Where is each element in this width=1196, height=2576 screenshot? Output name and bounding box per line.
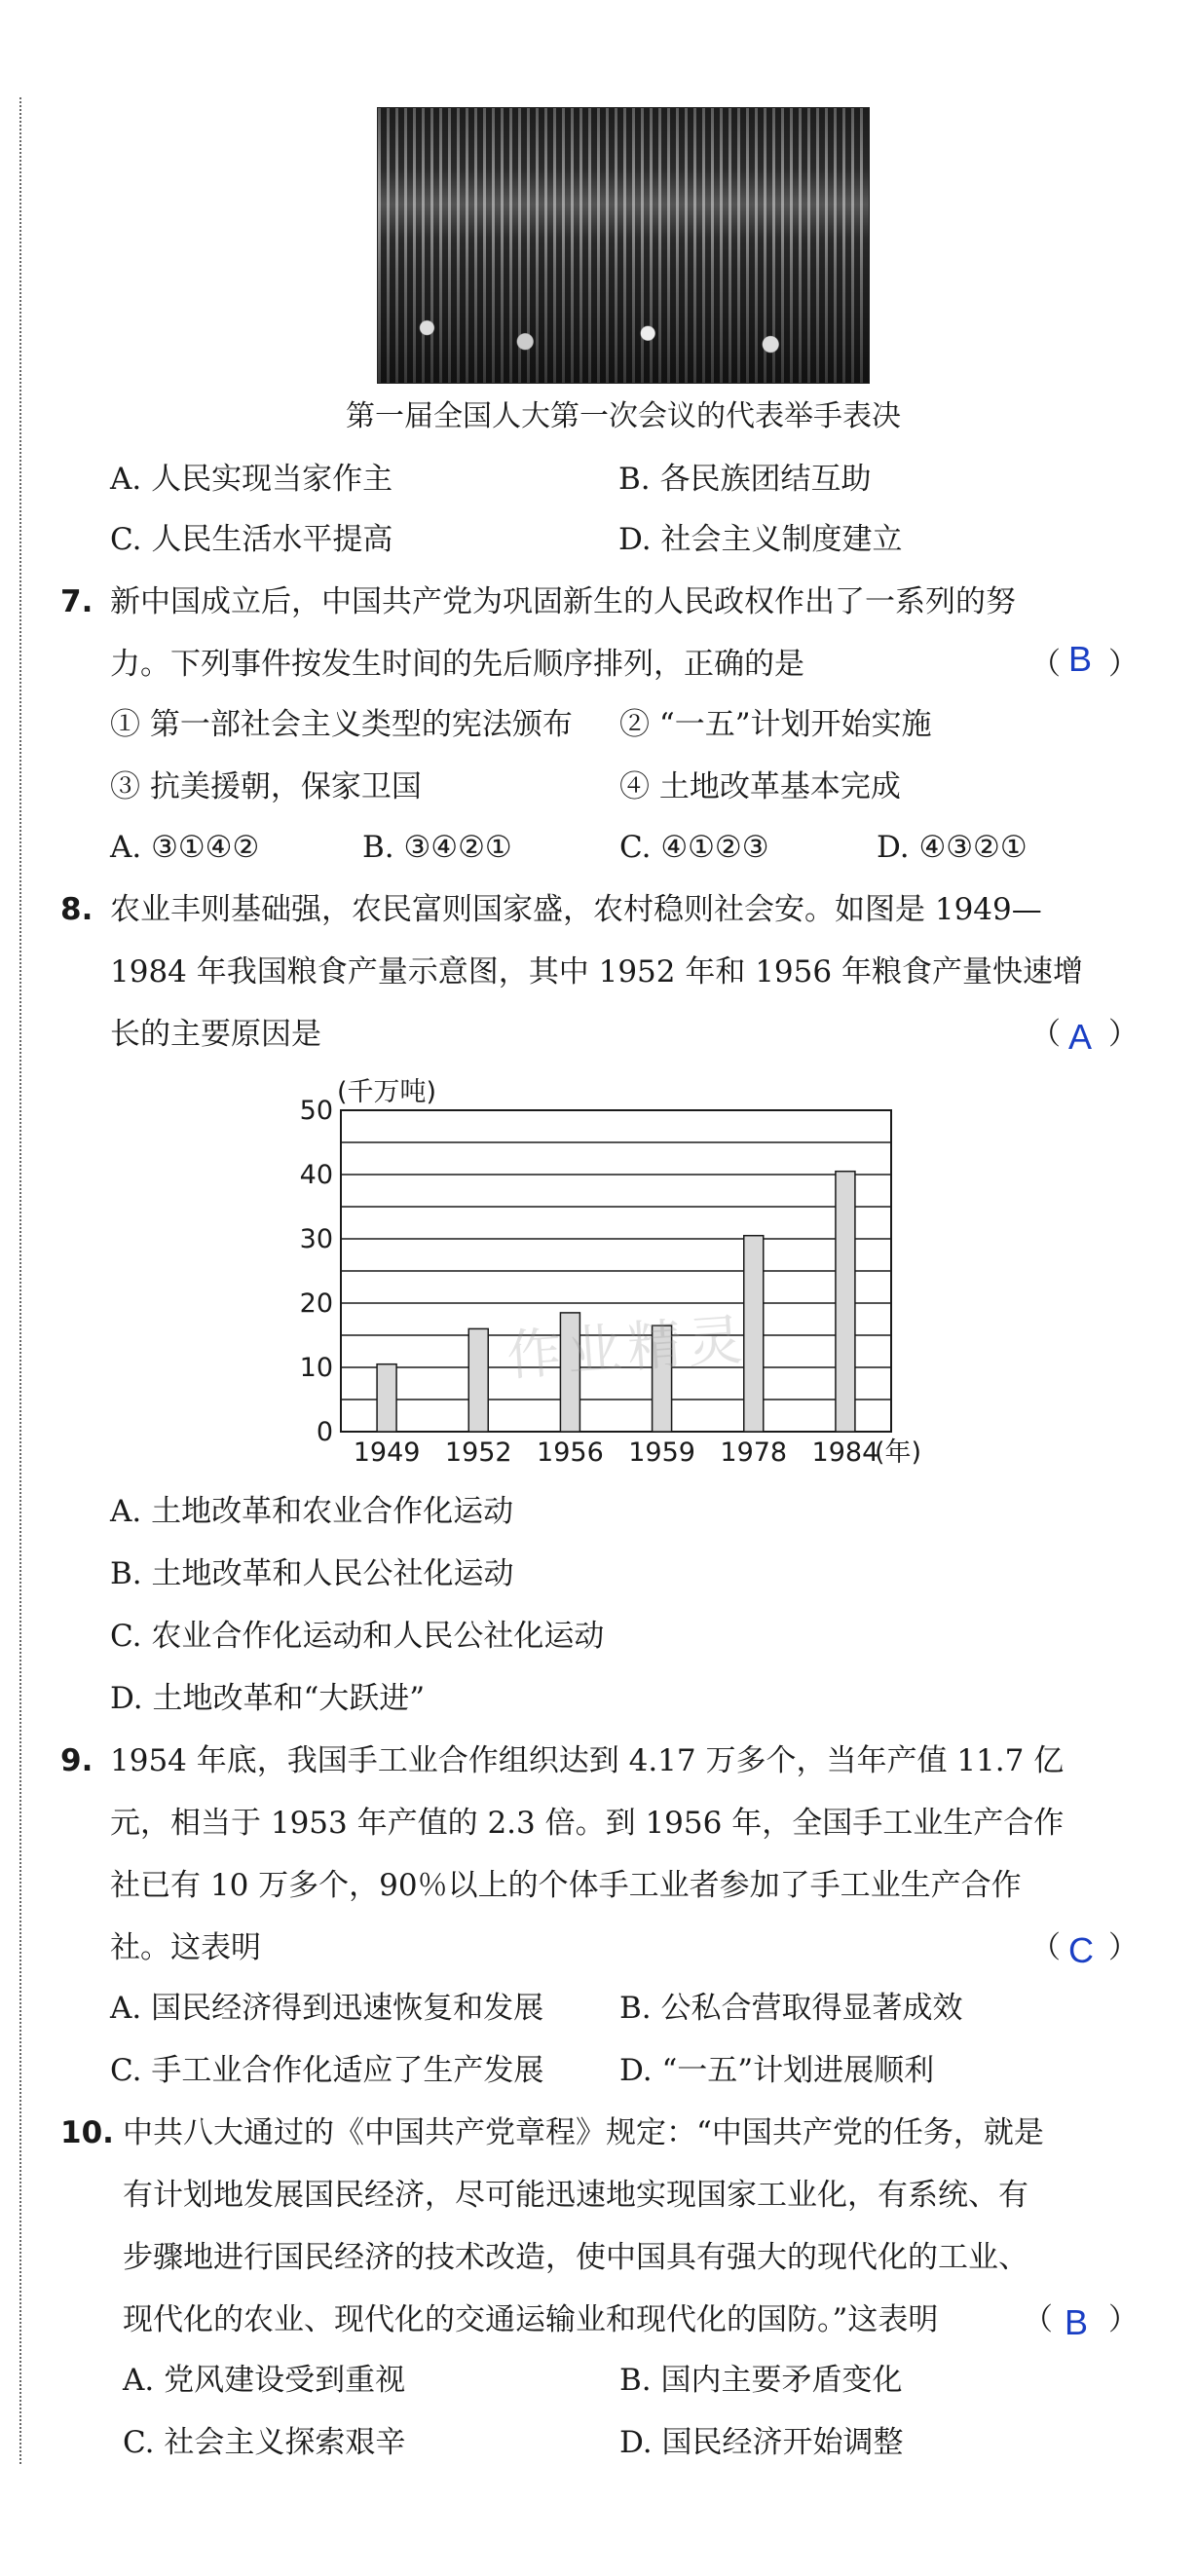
- q7-option-a: A. ③①④②: [110, 830, 260, 865]
- q10-stem-line4: 现代化的农业、现代化的交通运输业和现代化的国防。”这表明: [123, 2302, 939, 2337]
- y-tick-label: 40: [299, 1160, 333, 1190]
- margin-dotted-line: [19, 97, 21, 2464]
- q8-paren-open: （: [1030, 1017, 1061, 1052]
- q10-stem-line3: 步骤地进行国民经济的技术改造，使中国具有强大的现代化的工业、: [123, 2240, 1028, 2275]
- q10-number: 10.: [60, 2115, 114, 2150]
- x-axis-label: (年): [875, 1437, 922, 1468]
- q9-answer: C: [1068, 1930, 1094, 1970]
- q10-option-a: A. 党风建设受到重视: [123, 2363, 406, 2398]
- photo-caption: 第一届全国人大第一次会议的代表举手表决: [346, 399, 901, 433]
- x-tick-label: 1949: [353, 1437, 421, 1468]
- q10-option-c: C. 社会主义探索艰辛: [123, 2425, 406, 2460]
- q7-answer: B: [1068, 639, 1093, 679]
- grain-output-chart: [292, 1071, 922, 1480]
- q8-answer: A: [1068, 1017, 1093, 1057]
- q10-option-b: B. 国内主要矛盾变化: [619, 2363, 903, 2398]
- q10-option-d: D. 国民经济开始调整: [619, 2425, 904, 2460]
- q8-option-d: D. 土地改革和“大跃进”: [110, 1681, 426, 1716]
- q8-stem-line3: 长的主要原因是: [110, 1017, 321, 1052]
- chart-bars: [377, 1172, 855, 1432]
- q8-stem-line2: 1984 年我国粮食产量示意图，其中 1952 年和 1956 年粮食产量快速增: [110, 954, 1083, 989]
- q7-item-1: ① 第一部社会主义类型的宪法颁布: [110, 707, 573, 742]
- q7-item-2: ② “一五”计划开始实施: [619, 707, 932, 742]
- congress-vote-photo: [377, 107, 870, 384]
- q8-option-c: C. 农业合作化运动和人民公社化运动: [110, 1619, 605, 1654]
- q7-paren-close: ）: [1108, 647, 1139, 682]
- q7-option-c: C. ④①②③: [619, 830, 769, 865]
- q7-stem-line1: 新中国成立后，中国共产党为巩固新生的人民政权作出了一系列的努: [110, 584, 1016, 619]
- q8-option-a: A. 土地改革和农业合作化运动: [110, 1494, 514, 1529]
- q9-option-d: D. “一五”计划进展顺利: [619, 2053, 935, 2088]
- bar-1952: [468, 1328, 488, 1432]
- q7-stem-line2: 力。下列事件按发生时间的先后顺序排列，正确的是: [110, 647, 804, 682]
- y-tick-label: 50: [299, 1096, 333, 1126]
- x-tick-label: 1978: [720, 1437, 788, 1468]
- q7-item-3: ③ 抗美援朝，保家卫国: [110, 769, 422, 804]
- q6-option-d: D. 社会主义制度建立: [618, 522, 903, 557]
- q10-paren-open: （: [1023, 2302, 1053, 2337]
- q7-paren-open: （: [1030, 647, 1061, 682]
- q10-paren-close: ）: [1108, 2302, 1139, 2337]
- q6-option-b: B. 各民族团结互助: [618, 462, 872, 497]
- q9-paren-close: ）: [1108, 1930, 1139, 1965]
- q9-paren-open: （: [1030, 1930, 1061, 1965]
- q7-number: 7.: [60, 584, 93, 619]
- q10-stem-line1: 中共八大通过的《中国共产党章程》规定：“中国共产党的任务，就是: [123, 2115, 1044, 2150]
- q8-paren-close: ）: [1108, 1017, 1139, 1052]
- q8-option-b: B. 土地改革和人民公社化运动: [110, 1556, 514, 1591]
- y-tick-label: 0: [316, 1417, 333, 1447]
- watermark-text: 作业精灵: [505, 1308, 751, 1389]
- q9-option-b: B. 公私合营取得显著成效: [619, 1991, 963, 2026]
- q8-number: 8.: [60, 892, 93, 927]
- q10-stem-line2: 有计划地发展国民经济，尽可能迅速地实现国家工业化，有系统、有: [123, 2178, 1028, 2213]
- y-axis-label: (千万吨): [337, 1077, 437, 1107]
- q7-item-4: ④ 土地改革基本完成: [619, 769, 901, 804]
- q7-option-b: B. ③④②①: [362, 830, 512, 865]
- q6-option-c: C. 人民生活水平提高: [110, 522, 393, 557]
- x-tick-label: 1956: [537, 1437, 604, 1468]
- q9-stem-line1: 1954 年底，我国手工业合作组织达到 4.17 万多个，当年产值 11.7 亿: [110, 1743, 1065, 1778]
- q9-stem-line3: 社已有 10 万多个，90％以上的个体手工业者参加了手工业生产合作: [110, 1868, 1022, 1903]
- y-tick-label: 20: [299, 1288, 333, 1319]
- y-tick-label: 10: [299, 1353, 333, 1383]
- q9-number: 9.: [60, 1743, 93, 1778]
- bar-1949: [377, 1364, 396, 1432]
- q7-option-d: D. ④③②①: [877, 830, 1028, 865]
- q10-answer: B: [1065, 2302, 1089, 2342]
- q6-option-a: A. 人民实现当家作主: [110, 462, 393, 497]
- x-tick-label: 1952: [444, 1437, 512, 1468]
- q8-stem-line1: 农业丰则基础强，农民富则国家盛，农村稳则社会安。如图是 1949—: [110, 892, 1042, 927]
- q9-option-a: A. 国民经济得到迅速恢复和发展: [110, 1991, 544, 2026]
- q9-stem-line2: 元，相当于 1953 年产值的 2.3 倍。到 1956 年，全国手工业生产合作: [110, 1806, 1065, 1841]
- bar-1984: [836, 1172, 855, 1432]
- x-tick-label: 1959: [628, 1437, 695, 1468]
- bar-chart-svg: [292, 1071, 922, 1480]
- q9-stem-line4: 社。这表明: [110, 1930, 261, 1965]
- q9-option-c: C. 手工业合作化适应了生产发展: [110, 2053, 544, 2088]
- y-tick-label: 30: [299, 1224, 333, 1254]
- x-tick-label: 1984: [811, 1437, 879, 1468]
